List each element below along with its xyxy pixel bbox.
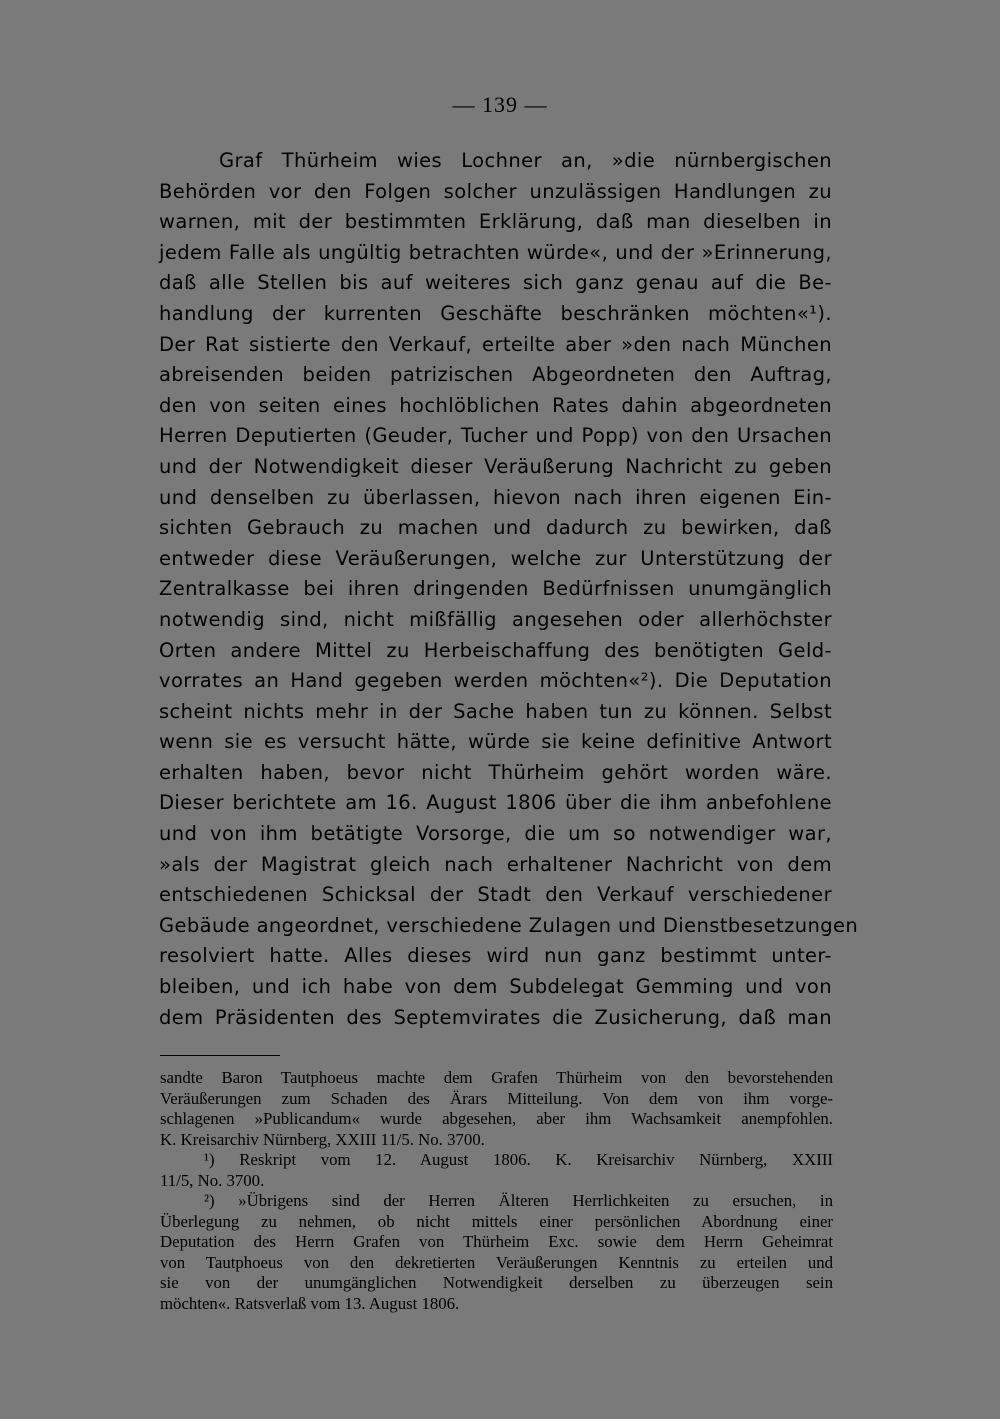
body-line: wenn sie es versucht hätte, würde sie keine definitive Antwort <box>159 730 832 754</box>
footnote-line: sie von der unumgänglichen Notwendigkeit derselben zu überzeugen sein <box>160 1273 833 1292</box>
footnote-line: von Tautphoeus von den dekretierten Veräußerungen Kenntnis zu erteilen und <box>160 1252 833 1272</box>
body-line: Gebäude angeordnet, verschiedene Zulagen und Dienstbesetzungen <box>159 913 859 937</box>
footnotes <box>160 1068 833 1314</box>
body-line: abreisenden beiden patrizischen Abgeordneten den Auftrag, <box>159 363 832 387</box>
body-line: Dieser berichtete am 16. August 1806 über die ihm anbefohlene <box>159 791 832 815</box>
body-line: erhalten haben, bevor nicht Thürheim gehört worden wäre. <box>159 760 832 784</box>
body-line: Zentralkasse bei ihren dringenden Bedürfnissen unumgänglich <box>159 577 832 601</box>
body-line: Behörden vor den Folgen solcher unzulässigen Handlungen zu <box>159 179 832 203</box>
body-line: entschiedenen Schicksal der Stadt den Verkauf verschiedener <box>159 883 832 907</box>
body-line: resolviert hatte. Alles dieses wird nun ganz bestimmt unter- <box>159 944 832 968</box>
body-line: notwendig sind, nicht mißfällig angesehen oder allerhöchster <box>159 607 832 631</box>
footnote-line: Deputation des Herrn Grafen von Thürheim Exc. sowie dem Herrn Geheimrat <box>160 1232 833 1251</box>
body-line: dem Präsidenten des Septemvirates die Zusicherung, daß man <box>159 1005 832 1029</box>
footnote-divider <box>160 1055 280 1056</box>
footnote-2: ²) »Übrigens sind der Herren Älteren Herrlichkeiten zu ersuchen, in <box>204 1191 833 1210</box>
footnote-line: Veräußerungen zum Schaden des Ärars Mitteilung. Von dem von ihm vorge- <box>160 1088 833 1108</box>
body-line: und von ihm betätigte Vorsorge, die um so notwendiger war, <box>159 822 832 846</box>
body-line: und der Notwendigkeit dieser Veräußerung Nachricht zu geben <box>159 454 832 478</box>
body-line: Orten andere Mittel zu Herbeischaffung des benötigten Geld- <box>159 638 832 662</box>
footnote-line: K. Kreisarchiv Nürnberg, XXIII 11/5. No. 3700. <box>160 1129 485 1149</box>
body-line: Herren Deputierten (Geuder, Tucher und Popp) von den Ursachen <box>159 424 832 448</box>
footnote-1: ¹) Reskript vom 12. August 1806. K. Kreisarchiv Nürnberg, XXIII <box>204 1150 833 1169</box>
body-line: Graf Thürheim wies Lochner an, »die nürnbergischen <box>219 149 832 172</box>
footnote-line: möchten«. Ratsverlaß vom 13. August 1806. <box>160 1293 460 1313</box>
body-line: warnen, mit der bestimmten Erklärung, daß man dieselben in <box>159 210 832 234</box>
footnote-line: 11/5, No. 3700. <box>160 1170 265 1190</box>
footnote-line: Überlegung zu nehmen, ob nicht mittels einer persönlichen Abordnung einer <box>160 1211 833 1231</box>
body-line: den von seiten eines hochlöblichen Rates dahin abgeordneten <box>159 393 832 417</box>
body-text <box>159 146 859 1033</box>
body-line: vorrates an Hand gegeben werden möchten«²). Die Deputation <box>159 669 832 693</box>
footnote-line: schlagenen »Publicandum« wurde abgesehen, aber ihm Wachsamkeit anempfohlen. <box>160 1109 833 1128</box>
page-number: — 139 — <box>452 92 548 117</box>
body-line: jedem Falle als ungültig betrachten würde«, und der »Erinnerung, <box>159 240 832 264</box>
body-line: Der Rat sistierte den Verkauf, erteilte aber »den nach München <box>159 332 832 356</box>
body-line: und denselben zu überlassen, hievon nach ihren eigenen Ein- <box>159 485 832 509</box>
footnote-line: sandte Baron Tautphoeus machte dem Grafen Thürheim von den bevorstehenden <box>160 1068 833 1087</box>
body-line: »als der Magistrat gleich nach erhaltener Nachricht von dem <box>159 852 832 876</box>
body-line: entweder diese Veräußerungen, welche zur Unterstützung der <box>159 546 832 570</box>
body-line: handlung der kurrenten Geschäfte beschränken möchten«¹). <box>159 301 832 325</box>
body-line: scheint nichts mehr in der Sache haben tun zu können. Selbst <box>159 699 832 723</box>
body-line: bleiben, und ich habe von dem Subdelegat Gemming und von <box>159 975 832 999</box>
body-line: sichten Gebrauch zu machen und dadurch zu bewirken, daß <box>159 516 832 540</box>
body-line: daß alle Stellen bis auf weiteres sich ganz genau auf die Be- <box>159 271 832 295</box>
